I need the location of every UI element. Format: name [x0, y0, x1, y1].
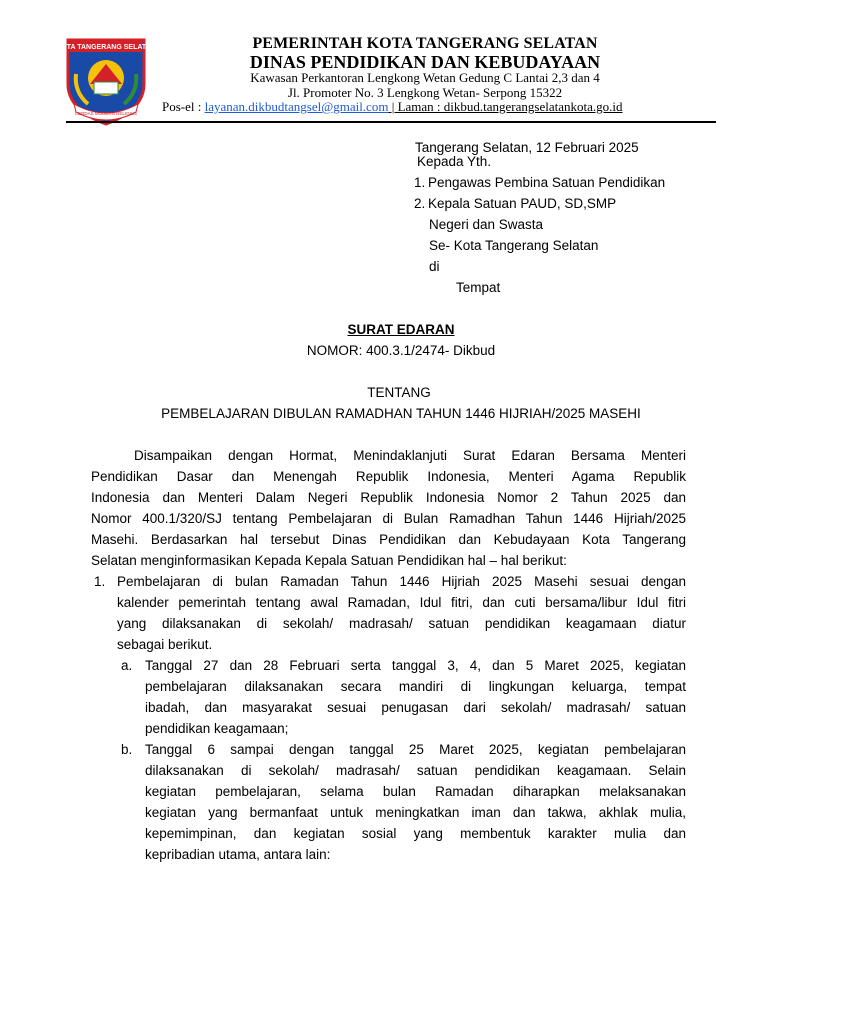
point-b-line: Tanggal 6 sampai dengan tanggal 25 Maret 2025, kegiatan pembelajaran: [145, 742, 686, 757]
intro-line: Indonesia dan Menteri Dalam Negeri Republik Indonesia Nomor 2 Tahun 2025 dan: [91, 490, 686, 505]
point-1-line: Pembelajaran di bulan Ramadan Tahun 1446 Hijriah 2025 Masehi sesuai dengan: [117, 574, 686, 589]
place-date: Tangerang Selatan, 12 Februari 2025: [415, 140, 639, 155]
to-label: Kepada Yth.: [417, 154, 492, 169]
address-line-1: Kawasan Perkantoran Lengkong Wetan Gedung C Lantai 2,3 dan 4: [250, 70, 600, 85]
intro-line: Nomor 400.1/320/SJ tentang Pembelajaran di Bulan Ramadhan Tahun 1446 Hijriah/2025: [91, 511, 686, 526]
point-1-number: 1.: [94, 574, 106, 589]
intro-line: Masehi. Berdasarkan hal tersebut Dinas Pendidikan dan Kebudayaan Kota Tangerang: [91, 532, 686, 547]
point-a-line: pendidikan keagamaan;: [145, 721, 289, 736]
recipient-item-2: Kepala Satuan PAUD, SD,SMP: [428, 196, 617, 211]
email-link[interactable]: layanan.dikbudtangsel@gmail.com: [204, 99, 389, 114]
point-1-line: sebagai berikut.: [117, 637, 213, 652]
letter-number: NOMOR: 400.3.1/2474- Dikbud: [306, 343, 496, 358]
point-b-line: kepribadian utama, antara lain:: [145, 847, 331, 862]
point-b-line: kepemimpinan, dan kegiatan sosial yang membentuk karakter mulia dan: [145, 826, 686, 841]
recipient-item-1-num: 1.: [414, 175, 426, 190]
email-label: Pos-el :: [162, 99, 205, 114]
intro-line: Selatan menginformasikan Kepada Kepala Satuan Pendidikan hal – hal berikut:: [91, 553, 567, 568]
recipient-cont-1: Negeri dan Swasta: [429, 217, 544, 232]
letter-subject: PEMBELAJARAN DIBULAN RAMADHAN TAHUN 1446 HIJRIAH/2025 MASEHI: [161, 406, 641, 421]
point-b-letter: b.: [121, 742, 133, 757]
recipient-item-2-num: 2.: [414, 196, 426, 211]
point-a-line: ibadah, dan masyarakat sesuai penugasan dari sekolah/ madrasah/ satuan: [145, 700, 686, 715]
header-divider: [66, 121, 716, 123]
recipient-item-1: Pengawas Pembina Satuan Pendidikan: [428, 175, 666, 190]
recipient-place: Tempat: [456, 280, 501, 295]
address-line-2: Jl. Promoter No. 3 Lengkong Wetan- Serpong 15322: [287, 85, 563, 100]
gov-title: PEMERINTAH KOTA TANGERANG SELATAN: [252, 35, 598, 52]
logo-motto-text: CERDAS MODERN RELIGIUS: [74, 111, 138, 116]
point-b-line: dilaksanakan di sekolah/ madrasah/ satuan pendidikan keagamaan. Selain: [145, 763, 686, 778]
point-a-letter: a.: [121, 658, 133, 673]
recipient-di: di: [429, 259, 440, 274]
logo-banner-text: KOTA TANGERANG SELATAN: [56, 44, 156, 51]
intro-line: Pendidikan Dasar dan Menengah Republik Indonesia, Menteri Agama Republik: [91, 469, 686, 484]
point-a-line: Tanggal 27 dan 28 Februari serta tanggal 3, 4, dan 5 Maret 2025, kegiatan: [145, 658, 686, 673]
point-1-line: yang dilaksanakan di sekolah/ madrasah/ satuan pendidikan keagamaan diatur: [117, 616, 686, 631]
recipient-cont-2: Se- Kota Tangerang Selatan: [429, 238, 599, 253]
dept-title: DINAS PENDIDIKAN DAN KEBUDAYAAN: [249, 52, 601, 72]
point-1-line: kalender pemerintah tentang awal Ramadan, Idul fitri, dan cuti bersama/libur Idul fitri: [117, 595, 686, 610]
website-text[interactable]: Laman : dikbud.tangerangselatankota.go.id: [397, 99, 623, 114]
point-b-line: kegiatan yang bermanfaat untuk meningkatkan iman dan takwa, akhlak mulia,: [145, 805, 686, 820]
contact-line: [162, 99, 622, 115]
point-a-line: pembelajaran dilaksanakan secara mandiri di lingkungan keluarga, tempat: [145, 679, 686, 694]
contact-separator: |: [388, 99, 398, 114]
about-label: TENTANG: [367, 385, 431, 400]
letter-heading: SURAT EDARAN: [347, 322, 455, 337]
intro-line: Disampaikan dengan Hormat, Menindaklanjuti Surat Edaran Bersama Menteri: [134, 448, 686, 463]
point-b-line: kegiatan pembelajaran, selama bulan Ramadan diharapkan melaksanakan: [145, 784, 686, 799]
